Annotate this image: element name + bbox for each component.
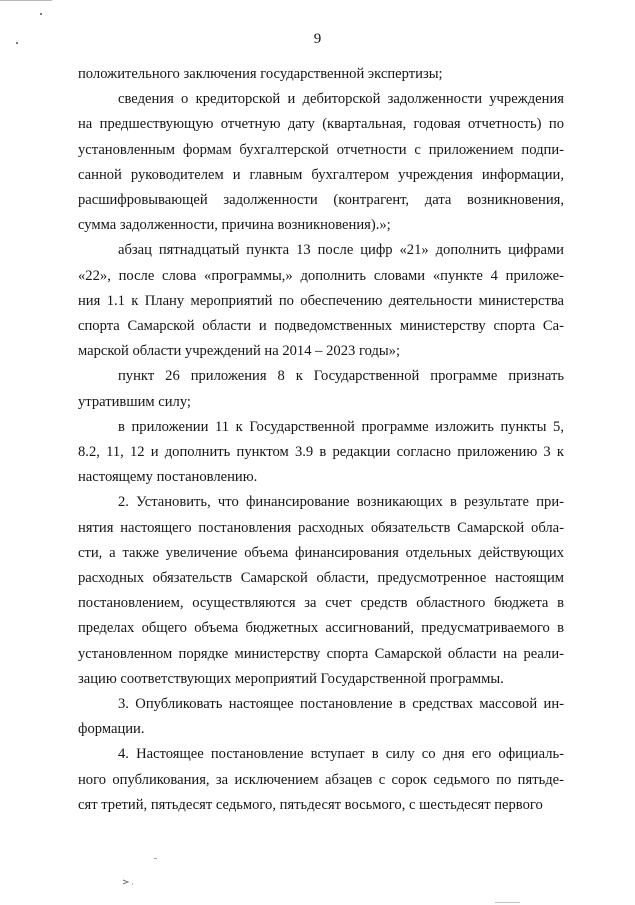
text-line: зацию соответствующих мероприятий Государственной программы. xyxy=(78,670,504,687)
paragraph xyxy=(78,742,564,818)
text-line: «22», после слова «программы,» дополнить словами «пункте 4 приложе- xyxy=(78,267,564,284)
text-line: 4. Настоящее постановление вступает в силу со дня его официаль- xyxy=(118,746,564,763)
text-line: ния 1.1 к Плану мероприятий по обеспечению деятельности министерства xyxy=(78,292,564,309)
paragraph xyxy=(78,87,564,238)
paragraph xyxy=(78,364,564,414)
text-line: положительного заключения государственной экспертизы; xyxy=(78,66,443,82)
text-line: утратившим силу; xyxy=(78,393,191,410)
paragraph xyxy=(78,692,564,742)
scan-artifact xyxy=(495,902,520,903)
text-line: расходных обязательств Самарской области, предусмотренное настоящим xyxy=(78,570,564,587)
text-line: марской области учреждений на 2014 – 2023 годы»; xyxy=(78,343,401,360)
text-line: установленном порядке министерству спорта Самарской области на реали- xyxy=(78,645,564,662)
text-line: ного опубликования, за исключением абзацев с сорок седьмого по пятьде- xyxy=(78,771,564,788)
text-line: санной руководителем и главным бухгалтером учреждения информации, xyxy=(78,166,564,183)
text-line: абзац пятнадцатый пункта 13 после цифр «21» дополнить цифрами xyxy=(118,242,564,259)
text-line: на предшествующую отчетную дату (квартальная, годовая отчетность) по xyxy=(78,116,564,133)
text-line: сят третий, пятьдесят седьмого, пятьдесят восьмого, с шестьдесят первого xyxy=(78,796,543,813)
text-line: 2. Установить, что финансирование возникающих в результате при- xyxy=(118,494,564,511)
scan-artifact xyxy=(122,878,140,886)
text-line: сти, а также увеличение объема финансирования отдельных действующих xyxy=(78,544,564,561)
paragraph xyxy=(78,415,564,491)
text-line: сумма задолженности, причина возникновения).»; xyxy=(78,217,391,234)
page-number: 9 xyxy=(313,31,322,47)
text-line: настоящему постановлению. xyxy=(78,469,258,486)
text-line: пределах общего объема бюджетных ассигнований, предусматриваемого в xyxy=(78,620,564,637)
scan-artifact xyxy=(0,0,52,1)
text-line: формации. xyxy=(78,721,145,738)
text-line: нятия настоящего постановления расходных обязательств Самарской обла- xyxy=(78,519,564,536)
text-line: постановлением, осуществляются за счет средств областного бюджета в xyxy=(78,595,564,612)
text-line: 8.2, 11, 12 и дополнить пунктом 3.9 в редакции согласно приложению 3 к xyxy=(78,444,564,461)
text-line: пункт 26 приложения 8 к Государственной программе признать xyxy=(118,368,564,385)
text-line: спорта Самарской области и подведомственных министерству спорта Са- xyxy=(78,318,564,335)
text-line: сведения о кредиторской и дебиторской задолженности учреждения xyxy=(118,91,564,108)
scan-artifact xyxy=(40,13,42,15)
scan-artifact xyxy=(154,858,157,859)
document-body xyxy=(78,62,564,818)
text-line: расшифровывающей задолженности (контрагент, дата возникновения, xyxy=(78,192,564,209)
text-line: в приложении 11 к Государственной программе изложить пункты 5, xyxy=(118,418,564,435)
text-line: 3. Опубликовать настоящее постановление в средствах массовой ин- xyxy=(118,696,564,713)
paragraph xyxy=(78,238,564,364)
paragraph xyxy=(78,62,564,87)
paragraph xyxy=(78,490,564,692)
text-line: установленным формам бухгалтерской отчетности с приложением подпи- xyxy=(78,141,564,158)
